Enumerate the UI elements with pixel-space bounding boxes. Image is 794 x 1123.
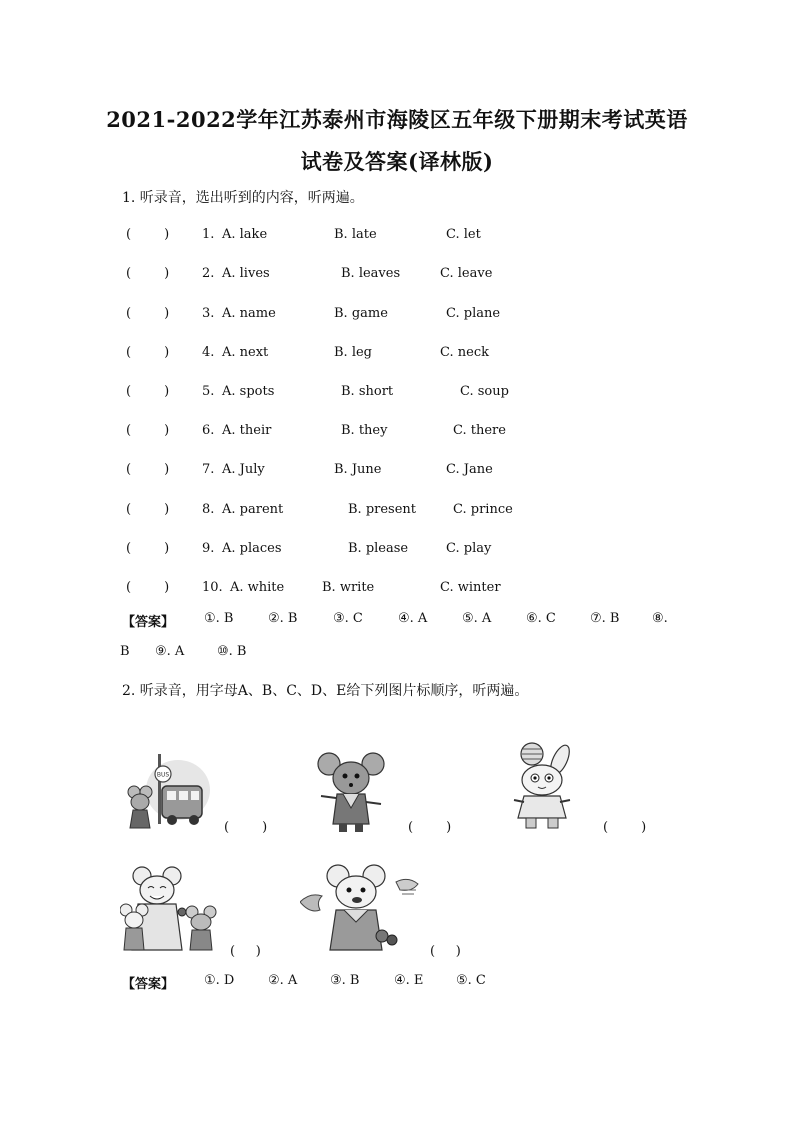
option-a: A. parent: [222, 502, 284, 517]
item-number: 5.: [202, 384, 215, 399]
answer-item: ⑤. A: [462, 611, 492, 626]
option-a: A. lives: [222, 266, 270, 281]
answer-blank[interactable]: ( ): [126, 541, 170, 556]
answer-item: ①. B: [204, 611, 234, 626]
picture-4-blank[interactable]: ( ): [230, 944, 261, 959]
option-c: C. prince: [453, 502, 513, 517]
picture-1-blank[interactable]: ( ): [224, 820, 268, 835]
picture-2-blank[interactable]: ( ): [408, 820, 452, 835]
answer-item: ①. D: [204, 973, 235, 988]
title-line-1: 2021-2022学年江苏泰州市海陵区五年级下册期末考试英语: [106, 107, 688, 132]
option-a: A. next: [222, 345, 269, 360]
answer-blank[interactable]: ( ): [126, 345, 170, 360]
picture-5-blank[interactable]: ( ): [430, 944, 461, 959]
answer-item: ⑧.: [652, 611, 668, 626]
option-c: C. neck: [440, 345, 489, 360]
mouse-wind-picture: [300, 862, 420, 956]
option-a: A. their: [222, 423, 272, 438]
option-c: C. there: [453, 423, 506, 438]
item-number: 10.: [202, 580, 223, 595]
item-number: 1.: [202, 227, 215, 242]
answer-item: ③. C: [333, 611, 363, 626]
answer-item: ⑩. B: [217, 644, 247, 659]
option-b: B. June: [334, 462, 382, 477]
answer-blank[interactable]: ( ): [126, 227, 170, 242]
option-b: B. short: [341, 384, 394, 399]
title-line-2: 试卷及答案(译林版): [300, 149, 494, 174]
answer-label: 【答案】: [122, 977, 175, 992]
answer-item: ⑦. B: [590, 611, 620, 626]
option-b: B. write: [322, 580, 375, 595]
answer-item: ⑤. C: [456, 973, 486, 988]
answer-item: B: [120, 644, 130, 659]
option-b: B. game: [334, 306, 388, 321]
question-1-answers: [0, 611, 794, 661]
answer-blank[interactable]: ( ): [126, 423, 170, 438]
answer-blank[interactable]: ( ): [126, 384, 170, 399]
option-c: C. Jane: [446, 462, 493, 477]
option-b: B. they: [341, 423, 388, 438]
rabbit-bandage-picture: [502, 740, 584, 832]
question-2-instruction: 2. 听录音，用字母A、B、C、D、E给下列图片标顺序，听两遍。: [122, 683, 529, 699]
option-b: B. late: [334, 227, 377, 242]
item-number: 3.: [202, 306, 215, 321]
answer-blank[interactable]: ( ): [126, 502, 170, 517]
option-a: A. name: [222, 306, 276, 321]
answer-blank[interactable]: ( ): [126, 306, 170, 321]
option-b: B. leaves: [341, 266, 401, 281]
option-b: B. leg: [334, 345, 372, 360]
picture-3-blank[interactable]: ( ): [603, 820, 647, 835]
option-c: C. let: [446, 227, 481, 242]
item-number: 7.: [202, 462, 215, 477]
option-a: A. July: [222, 462, 265, 477]
item-number: 8.: [202, 502, 215, 517]
option-c: C. leave: [440, 266, 493, 281]
item-number: 9.: [202, 541, 215, 556]
mouse-scarf-picture: [315, 748, 387, 834]
option-c: C. soup: [460, 384, 509, 399]
option-c: C. winter: [440, 580, 501, 595]
answer-item: ②. B: [268, 611, 298, 626]
option-a: A. spots: [222, 384, 275, 399]
mouse-family-picture: [120, 866, 220, 956]
answer-item: ④. E: [394, 973, 424, 988]
answer-item: ②. A: [268, 973, 298, 988]
option-a: A. places: [222, 541, 282, 556]
option-c: C. play: [446, 541, 492, 556]
answer-label: 【答案】: [122, 615, 175, 630]
option-a: A. white: [230, 580, 285, 595]
mouse-bus-picture: [122, 750, 210, 832]
option-c: C. plane: [446, 306, 501, 321]
answer-item: ⑥. C: [526, 611, 556, 626]
item-number: 2.: [202, 266, 215, 281]
option-a: A. lake: [222, 227, 268, 242]
answer-item: ④. A: [398, 611, 428, 626]
question-2-answers: [0, 973, 794, 993]
answer-blank[interactable]: ( ): [126, 580, 170, 595]
answer-item: ⑨. A: [155, 644, 185, 659]
option-b: B. present: [348, 502, 417, 517]
bus-sign-text: BUS: [156, 771, 170, 779]
answer-blank[interactable]: ( ): [126, 462, 170, 477]
answer-blank[interactable]: ( ): [126, 266, 170, 281]
answer-item: ③. B: [330, 973, 360, 988]
item-number: 6.: [202, 423, 215, 438]
option-b: B. please: [348, 541, 409, 556]
question-1-instruction: 1. 听录音，选出听到的内容，听两遍。: [122, 190, 364, 206]
item-number: 4.: [202, 345, 215, 360]
